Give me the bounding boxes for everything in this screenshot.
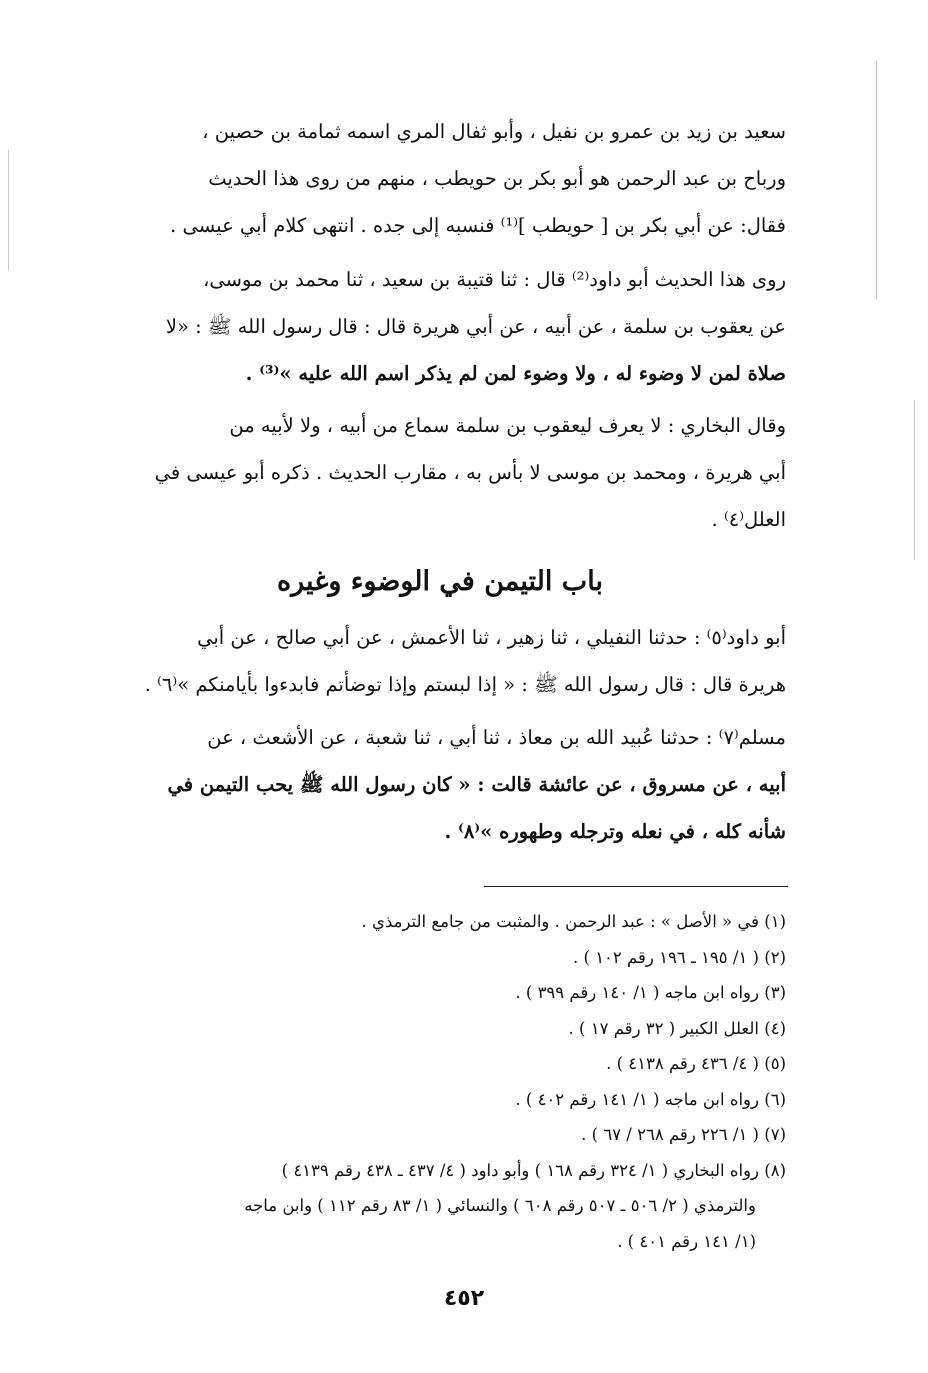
scan-artifact-line	[8, 150, 9, 270]
text-line: صلاة لمن لا وضوء له ، ولا وضوء لمن لم يذكر اسم الله عليه »⁽³⁾ .	[245, 362, 786, 385]
text-line: مسلم⁽٧⁾ : حدثنا عُبيد الله بن معاذ ، ثنا أبي ، ثنا شعبة ، عن الأشعث ، عن	[207, 726, 786, 749]
paragraph-1	[38, 108, 786, 249]
text-line: عن يعقوب بن سلمة ، عن أبيه ، عن أبي هريرة قال : قال رسول الله ﷺ : «لا	[165, 315, 786, 338]
text-line: هريرة قال : قال رسول الله ﷺ : « إذا لبستم وإذا توضأتم فابدءوا بأيامنكم »⁽٦⁾ .	[144, 673, 786, 696]
text-line: فقال: عن أبي بكر بن [ حويطب ]⁽¹⁾ فنسبه إلى جده . انتهى كلام أبي عيسى .	[170, 214, 786, 237]
footnote: (٨) رواه البخاري ( ١/ ٣٢٤ رقم ١٦٨ ) وأبو داود ( ٤/ ٤٣٧ ـ ٤٣٨ رقم ٤١٣٩ )	[281, 1160, 786, 1180]
footnote: (٧) ( ١/ ٢٢٦ رقم ٢٦٨ / ٦٧ ) .	[581, 1125, 786, 1144]
text-line: وقال البخاري : لا يعرف ليعقوب بن سلمة سماع من أبيه ، ولا لأبيه من	[229, 414, 786, 437]
paragraph-5	[38, 714, 786, 855]
paragraph-3	[38, 402, 786, 543]
paragraph-2	[38, 256, 786, 397]
footnote: (٤) العلل الكبير ( ٣٢ رقم ١٧ ) .	[568, 1018, 786, 1038]
footnote-separator	[484, 886, 788, 887]
footnote: (١) في « الأصل » : عبد الرحمن . والمثبت من جامع الترمذي .	[361, 912, 786, 931]
text-line: شأنه كله ، في نعله وترجله وطهوره »⁽٨⁾ .	[444, 820, 786, 843]
text-line: أبي هريرة ، ومحمد بن موسى لا بأس به ، مقارب الحديث . ذكره أبو عيسى في	[154, 461, 786, 484]
scan-artifact-line	[876, 60, 877, 300]
footnote-continuation: والترمذي ( ٢/ ٥٠٦ ـ ٥٠٧ رقم ٦٠٨ ) والنسائي ( ١/ ٨٣ رقم ١١٢ ) وابن ماجه	[244, 1196, 756, 1215]
paragraph-4	[38, 614, 786, 708]
section-heading: باب التيمن في الوضوء وغيره	[277, 566, 603, 597]
footnotes	[38, 904, 786, 1259]
text-line: أبيه ، عن مسروق ، عن عائشة قالت : « كان رسول الله ﷺ يحب التيمن في	[167, 773, 786, 796]
scan-artifact-line	[914, 400, 915, 560]
text-line: أبو داود⁽٥⁾ : حدثنا النفيلي ، ثنا زهير ، ثنا الأعمش ، عن أبي صالح ، عن أبي	[197, 626, 786, 649]
footnote: (٢) ( ١/ ١٩٥ ـ ١٩٦ رقم ١٠٢ ) .	[573, 947, 786, 967]
text-line: العلل⁽٤⁾ .	[711, 508, 786, 531]
footnote: (٦) رواه ابن ماجه ( ١/ ١٤١ رقم ٤٠٢ ) .	[515, 1089, 786, 1109]
footnote: (٣) رواه ابن ماجه ( ١/ ١٤٠ رقم ٣٩٩ ) .	[515, 983, 786, 1002]
page-number: ٤٥٢	[443, 1286, 485, 1311]
text-line: روى هذا الحديث أبو داود⁽²⁾ قال : ثنا قتيبة بن سعيد ، ثنا محمد بن موسى،	[203, 268, 786, 291]
text-line: سعيد بن زيد بن عمرو بن نفيل ، وأبو ثفال المري اسمه ثمامة بن حصين ،	[202, 120, 786, 143]
footnote-continuation: (١/ ١٤١ رقم ٤٠١ ) .	[617, 1231, 756, 1251]
footnote: (٥) ( ٤/ ٤٣٦ رقم ٤١٣٨ ) .	[606, 1054, 786, 1073]
text-line: ورباح بن عبد الرحمن هو أبو بكر بن حويطب ، منهم من روى هذا الحديث	[208, 167, 786, 190]
